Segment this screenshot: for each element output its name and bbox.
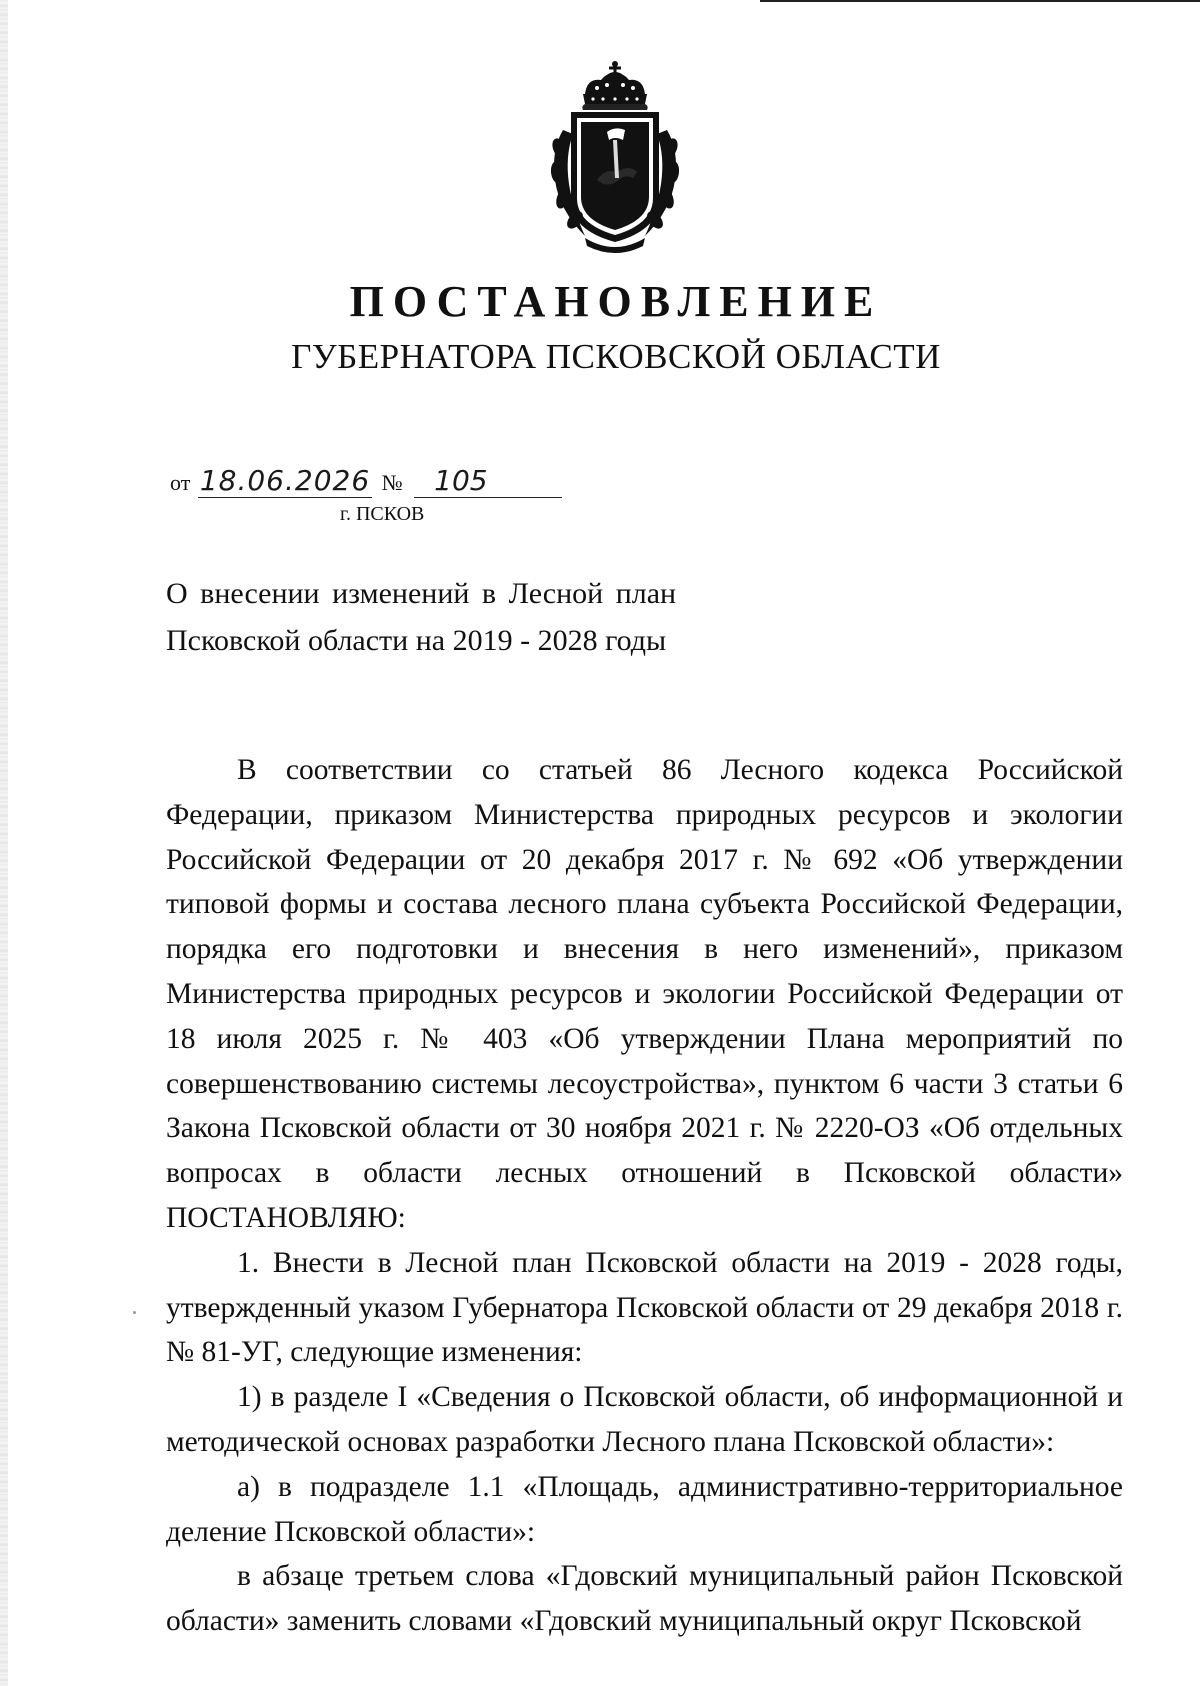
- paragraph-subitem-a: а) в подразделе 1.1 «Площадь, административно-территориальное деление Псковской области»:: [166, 1470, 1123, 1548]
- document-date: 18.06.2026: [199, 464, 371, 497]
- subject-line-1: О внесении изменений в Лесной план: [166, 577, 677, 610]
- paragraph-abzac-3: в абзаце третьем слова «Гдовский муниципальный район Псковской области» заменить словами «Гдовский муниципальный округ Псковской: [166, 1560, 1123, 1638]
- paragraph-item-1: 1. Внести в Лесной план Псковской области на 2019 - 2028 годы, утвержденный указом Губернатора Псковской области от 29 декабря 2018 г. № 81-УГ, следующие изменения:: [166, 1246, 1123, 1369]
- document-subject: [166, 570, 766, 664]
- number-sign: №: [381, 470, 403, 495]
- scan-edge-top: [760, 0, 1200, 2]
- document-subtitle: ГУБЕРНАТОРА ПСКОВСКОЙ ОБЛАСТИ: [291, 337, 941, 376]
- paragraph-preamble: В соответствии со статьей 86 Лесного кодекса Российской Федерации, приказом Министерства природных ресурсов и экологии Российской Федерации от 20 декабря 2017 г. № 692 «Об утверждении типовой формы и состава лесного плана субъекта Российской Федерации, порядка его подготовки и внесения в него изменений», приказом Министерства природных ресурсов и экологии Российской Федерации от 18 июля 2025 г. № 403 «Об утверждении Плана мероприятий по совершенствованию системы лесоустройства», пунктом 6 части 3 статьи 6 Закона Псковской области от 30 ноября 2021 г. № 2220-ОЗ «Об отдельных вопросах в области лесных отношений в Псковской области» ПОСТАНОВЛЯЮ:: [166, 754, 1123, 1234]
- document-title: ПОСТАНОВЛЕНИЕ: [349, 277, 883, 326]
- coat-of-arms-emblem: [545, 60, 685, 256]
- subject-line-2: Псковской области на 2019 - 2028 годы: [166, 624, 667, 657]
- document-number: 105: [414, 464, 562, 498]
- document-body: [166, 748, 1123, 1644]
- document-city: г. ПСКОВ: [340, 503, 425, 525]
- paragraph-subitem-1: 1) в разделе I «Сведения о Псковской области, об информационной и методической основах разработки Лесного плана Псковской области»:: [166, 1381, 1123, 1458]
- scan-edge-left: [0, 0, 8, 1686]
- date-number-line: [170, 464, 562, 498]
- date-prefix: от: [170, 470, 191, 495]
- scan-dot: [133, 1311, 136, 1314]
